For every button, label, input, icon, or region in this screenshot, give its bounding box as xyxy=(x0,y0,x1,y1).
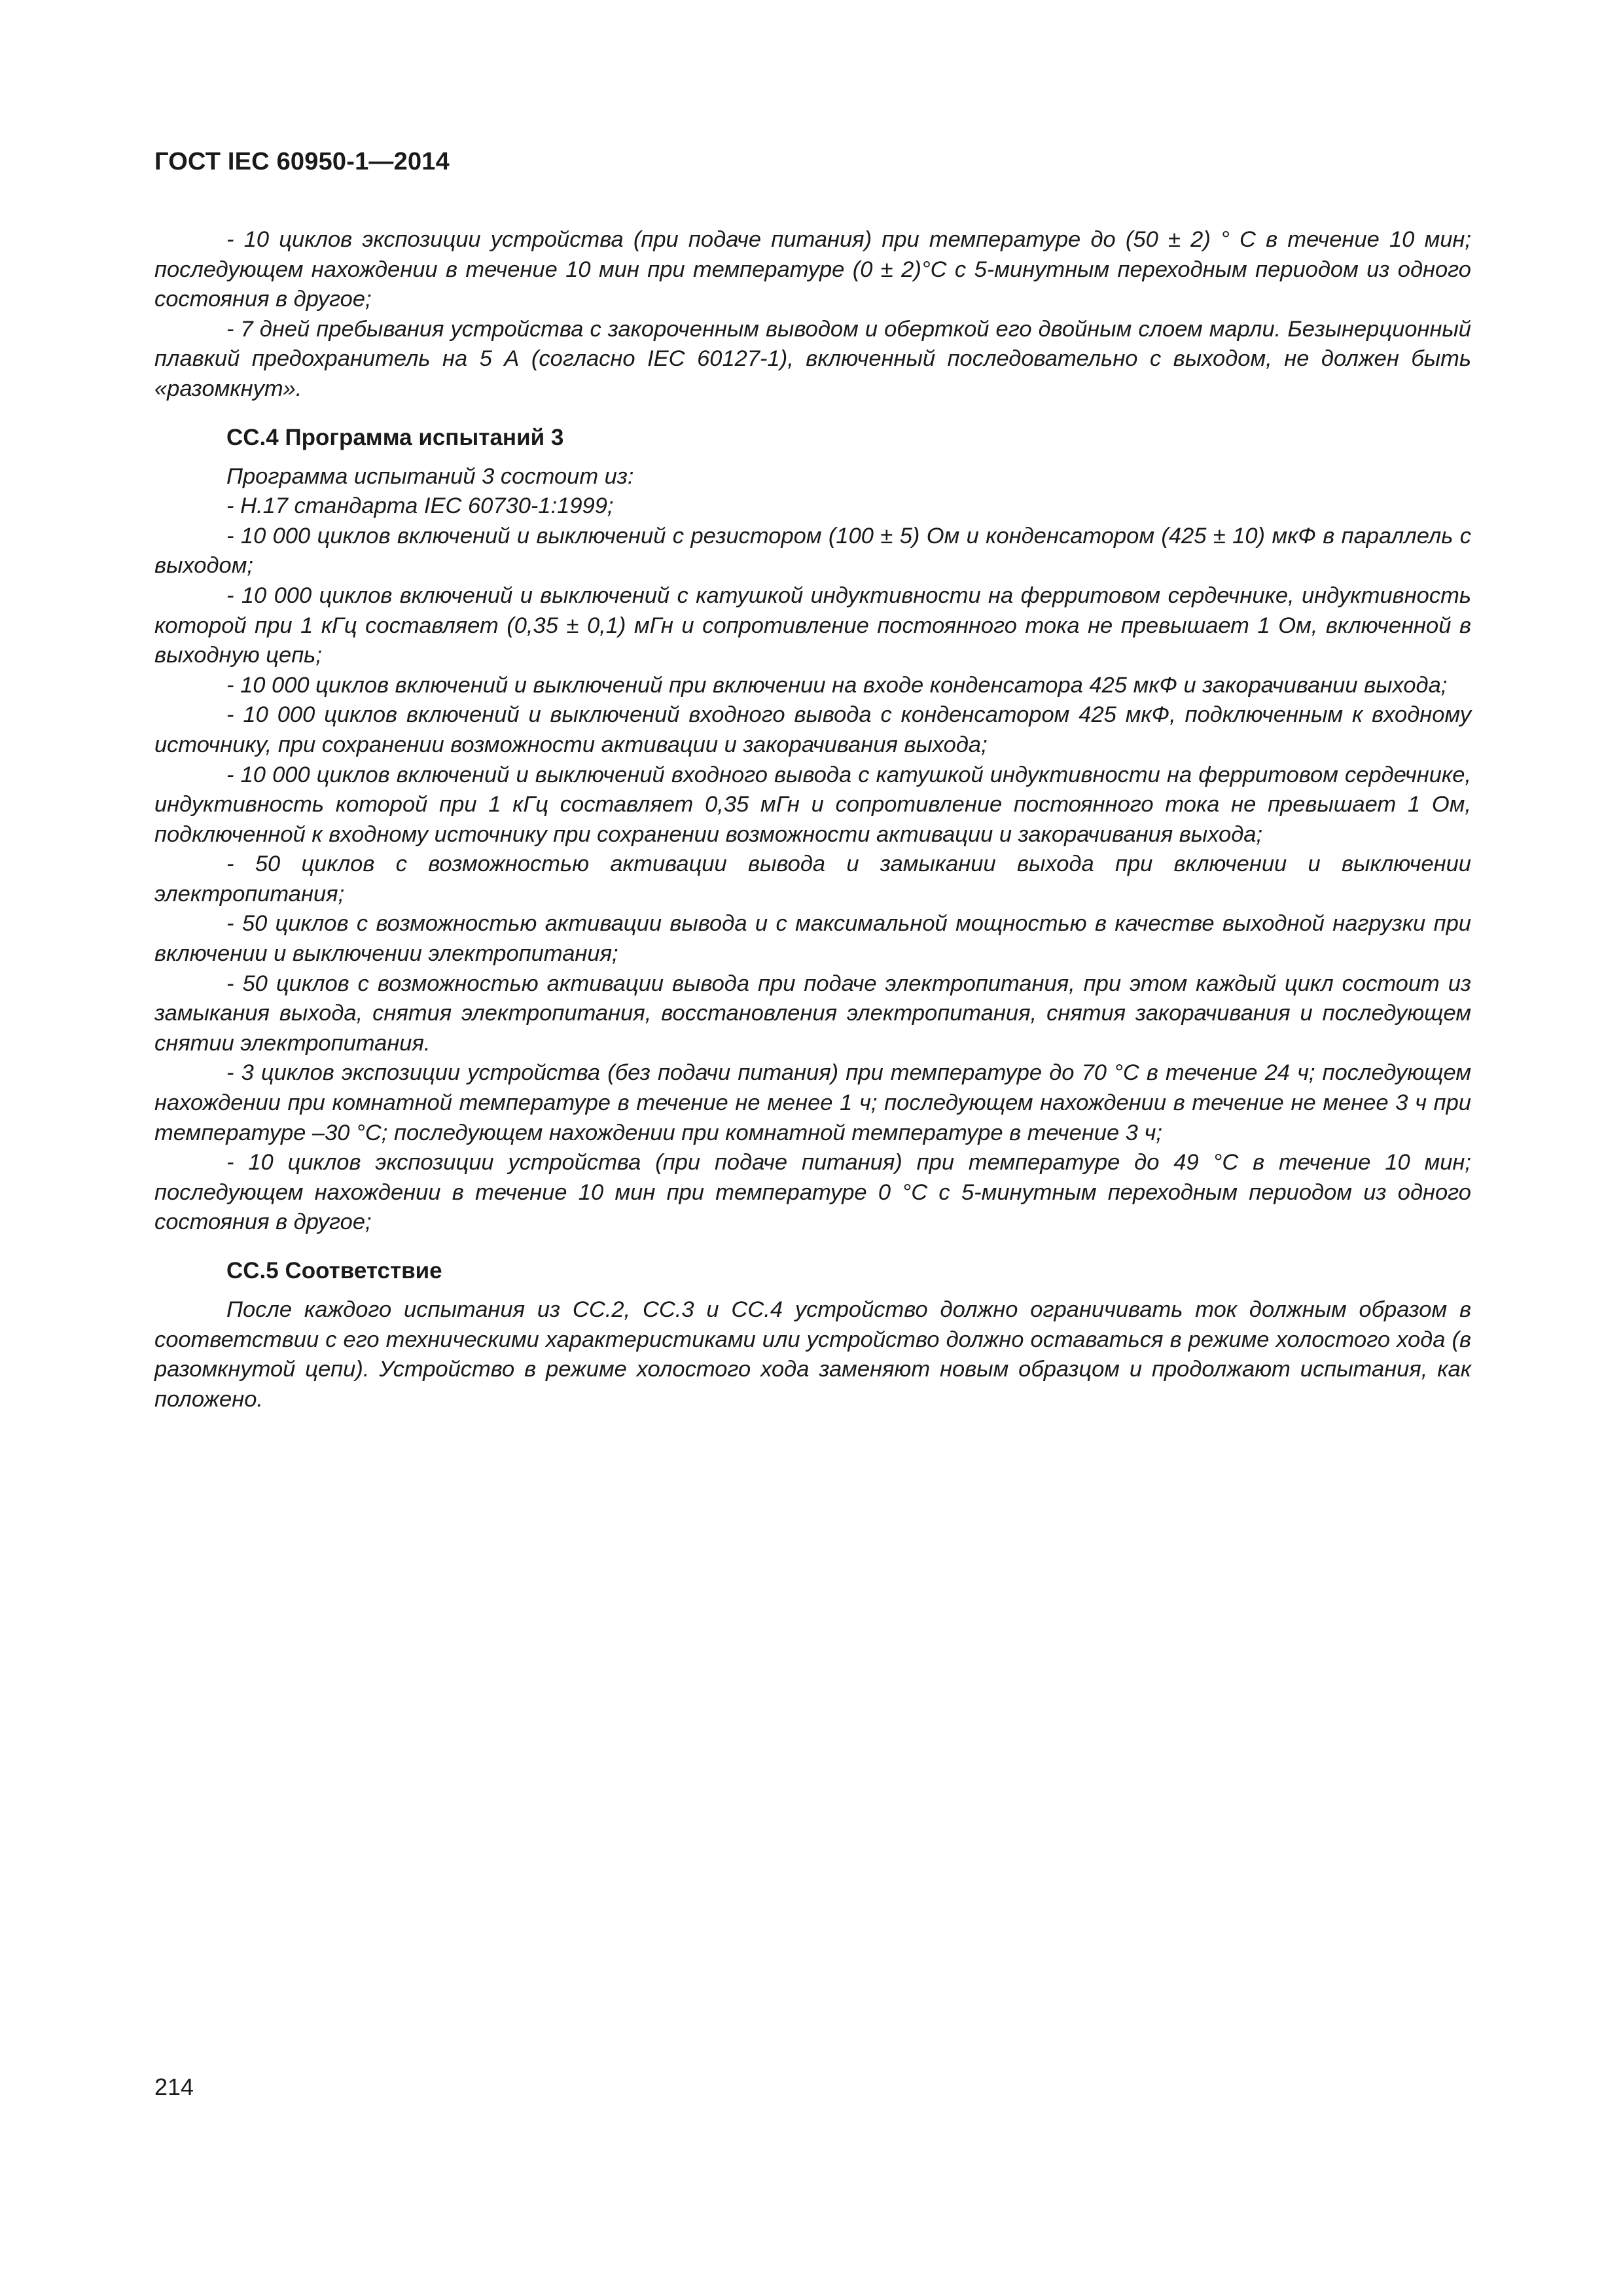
list-item: - 50 циклов с возможностью активации вывода и с максимальной мощностью в качестве выходной нагрузки при включении и выключении электропитания; xyxy=(154,911,1471,967)
list-item: - 10 000 циклов включений и выключений входного вывода с конденсатором 425 мкФ, подключенным к входному источнику, при сохранении возможности активации и закорачивания выхода; xyxy=(154,702,1471,757)
list-item: - 10 циклов экспозиции устройства (при подаче питания) при температуре до 49 °C в течение 10 мин; последующем нахождении в течение 10 мин при температуре 0 °C с 5-минутным переходным периодом из одного состояния в другое; xyxy=(154,1150,1471,1235)
list-item: - 10 000 циклов включений и выключений при включении на входе конденсатора 425 мкФ и закорачивании выхода; xyxy=(226,672,1448,698)
page-number: 214 xyxy=(154,2073,194,2100)
paragraph: - 10 циклов экспозиции устройства (при подаче питания) при температуре до (50 ± 2) ° C в течение 10 мин; последующем нахождении в течение 10 мин при температуре (0 ± 2)°C с 5-минутным переходным периодом из одного состояния в другое; xyxy=(154,227,1471,312)
page-content xyxy=(154,225,1471,1414)
list-item: - 10 000 циклов включений и выключений входного вывода с катушкой индуктивности на ферритовом сердечнике, индуктивность которой при 1 кГц составляет 0,35 мГн и сопротивление постоянного тока не превышает 1 Ом, подключенной к входному источнику при сохранении возможности активации и закорачивания выхода; xyxy=(154,762,1471,847)
list-item: - 10 000 циклов включений и выключений с резистором (100 ± 5) Ом и конденсатором (425 ± 10) мкФ в параллель с выходом; xyxy=(154,523,1471,579)
list-item: - 50 циклов с возможностью активации вывода и замыкании выхода при включении и выключении электропитания; xyxy=(154,852,1471,906)
section-heading-cc4: СС.4 Программа испытаний 3 xyxy=(226,424,564,450)
paragraph: - 7 дней пребывания устройства с закороченным выводом и оберткой его двойным слоем марли. Безынерционный плавкий предохранитель на 5 А (согласно IEC 60127-1), включенный последовательно с выходом, не должен быть «разомкнут». xyxy=(154,316,1471,401)
document-header: ГОСТ IEC 60950-1—2014 xyxy=(154,148,450,175)
paragraph: После каждого испытания из СС.2, СС.3 и СС.4 устройство должно ограничивать ток должным образом в соответствии с его техническими характеристиками или устройство должно оставаться в режиме холостого хода (в разомкнутой цепи). Устройство в режиме холостого хода заменяют новым образцом и продолжают испытания, как положено. xyxy=(154,1297,1471,1412)
list-item: - Н.17 стандарта IEC 60730-1:1999; xyxy=(226,493,614,519)
list-item: - 50 циклов с возможностью активации вывода при подаче электропитания, при этом каждый цикл состоит из замыкания выхода, снятия электропитания, восстановления электропитания, снятия закорачивания и последующем снятии электропитания. xyxy=(154,971,1471,1056)
paragraph: Программа испытаний 3 состоит из: xyxy=(226,463,634,489)
list-item: - 3 циклов экспозиции устройства (без подачи питания) при температуре до 70 °C в течение 24 ч; последующем нахождении при комнатной температуре в течение не менее 1 ч; последующем нахождении в течение не менее 3 ч при температуре –30 °C; последующем нахождении при комнатной температуре в течение 3 ч; xyxy=(154,1060,1471,1145)
section-heading-cc5: СС.5 Соответствие xyxy=(226,1258,442,1283)
list-item: - 10 000 циклов включений и выключений с катушкой индуктивности на ферритовом сердечнике, индуктивность которой при 1 кГц составляет (0,35 ± 0,1) мГн и сопротивление постоянного тока не превышает 1 Ом, включенной в выходную цепь; xyxy=(154,583,1471,668)
